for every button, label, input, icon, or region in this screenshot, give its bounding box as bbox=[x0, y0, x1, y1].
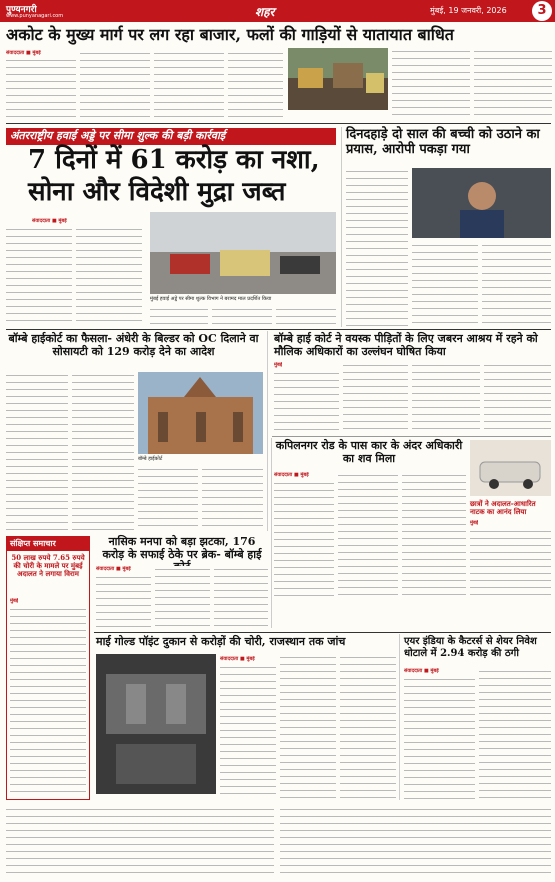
airport-caption: मुंबई हवाई अड्डे पर सीमा शुल्क विभाग ने बरामद माल प्रदर्शित किया bbox=[150, 296, 272, 302]
shop-theft-photo bbox=[96, 654, 216, 794]
divider bbox=[6, 123, 551, 124]
story2-headline-line1: 7 दिनों में 61 करोड़ का नशा, bbox=[28, 145, 320, 175]
story5-body-col1 bbox=[274, 370, 339, 434]
story9-body-col3 bbox=[214, 566, 268, 628]
divider bbox=[267, 331, 268, 531]
story5-body-col2 bbox=[343, 362, 408, 434]
divider bbox=[94, 632, 551, 633]
story5-body-col4 bbox=[484, 362, 551, 434]
story8-dateline: मुंबई bbox=[10, 598, 19, 604]
story4-body-col4 bbox=[202, 466, 263, 530]
divider bbox=[6, 329, 551, 330]
story8-body bbox=[10, 606, 86, 796]
story6-body-col1 bbox=[274, 480, 334, 600]
story4-body-col2 bbox=[72, 372, 134, 530]
story2-body-col4 bbox=[212, 306, 272, 326]
bottom-body-right bbox=[280, 806, 551, 878]
story7-headline: छात्रों ने अदालत-आधारित नाटक का आनंद लिया bbox=[470, 499, 536, 517]
accused-photo bbox=[412, 168, 551, 238]
story1-body-col4 bbox=[228, 50, 283, 121]
court-photo bbox=[138, 372, 263, 454]
story8-headline: 50 लाख रुपये 7.65 रुपये की चोरी के मामले पर मुंबई अदालत ने लगाया विराम bbox=[11, 553, 85, 579]
story3-body-col1 bbox=[346, 168, 408, 326]
story10-headline: माई गोल्ड पॉइंट दुकान से करोड़ों की चोरी, राजस्थान तक जांच bbox=[96, 635, 346, 648]
story2-headline-line2: सोना और विदेशी मुद्रा जब्त bbox=[28, 177, 286, 207]
story10-dateline: संवाददाता ■ मुंबई bbox=[220, 656, 255, 662]
story6-body-col2 bbox=[338, 472, 398, 600]
masthead-logo: पुण्यनगरी bbox=[6, 5, 37, 15]
story7-body bbox=[470, 528, 551, 600]
story5-headline: बॉम्बे हाई कोर्ट ने वयस्क पीड़ितों के लिए जबरन आश्रय में रहने को मौलिक अधिकारों का उल्लंघन घोषित किया bbox=[274, 332, 538, 358]
story1-body-col1 bbox=[6, 57, 76, 121]
story1-dateline: संवाददाता ■ मुंबई bbox=[6, 50, 41, 56]
story7-dateline: मुंबई bbox=[470, 520, 479, 526]
story5-dateline: मुंबई bbox=[274, 362, 283, 368]
story2-body-col1 bbox=[6, 226, 72, 326]
story2-body-col3 bbox=[150, 306, 208, 326]
divider bbox=[399, 634, 400, 800]
divider bbox=[271, 438, 272, 628]
story6-body-col3 bbox=[402, 472, 466, 600]
issue-date: मुंबई, 19 जनवरी, 2026 bbox=[430, 6, 507, 15]
story2-dateline: संवाददाता ■ मुंबई bbox=[32, 218, 67, 224]
story11-headline: एयर इंडिया के कैटरर्स से शेयर निवेश धोटाले में 2.94 करोड़ की ठगी bbox=[404, 636, 537, 659]
divider bbox=[272, 436, 551, 437]
divider bbox=[341, 127, 342, 327]
story2-body-col2 bbox=[76, 226, 142, 326]
story4-body-col1 bbox=[6, 372, 68, 530]
page-header-band bbox=[0, 0, 555, 22]
story1-body-col3 bbox=[154, 50, 224, 121]
story11-body-col2 bbox=[479, 668, 551, 800]
market-photo bbox=[288, 48, 388, 110]
story10-body-col1 bbox=[220, 664, 276, 800]
masthead-url: www.punyanagari.com bbox=[6, 13, 64, 19]
story1-body-col6 bbox=[474, 48, 552, 121]
story1-body-col5 bbox=[392, 48, 470, 121]
bottom-body-left bbox=[6, 806, 274, 878]
story9-dateline: संवाददाता ■ मुंबई bbox=[96, 566, 131, 572]
story9-body-col1 bbox=[96, 574, 151, 628]
airport-photo bbox=[150, 212, 336, 294]
story3-body-col3 bbox=[482, 242, 551, 326]
story2-kicker: अंतरराष्ट्रीय हवाई अड्डे पर सीमा शुल्क की बड़ी कार्रवाई bbox=[6, 128, 336, 145]
page-number: 3 bbox=[532, 1, 552, 21]
story3-body-col2 bbox=[412, 242, 478, 326]
court-caption: बॉम्बे हाईकोर्ट bbox=[138, 456, 163, 462]
story6-dateline: संवाददाता ■ मुंबई bbox=[274, 472, 309, 478]
story1-body-col2 bbox=[80, 50, 150, 121]
story2-body-col5 bbox=[276, 306, 336, 326]
story9-body-col2 bbox=[155, 566, 210, 628]
car-photo bbox=[470, 440, 551, 496]
section-title: शहर bbox=[255, 5, 275, 19]
story10-body-col2 bbox=[280, 654, 336, 800]
story1-headline: अकोट के मुख्य मार्ग पर लग रहा बाजार, फलों की गाड़ियों से यातायात बाधित bbox=[6, 25, 454, 44]
story11-dateline: संवाददाता ■ मुंबई bbox=[404, 668, 439, 674]
story11-body-col1 bbox=[404, 676, 475, 800]
story4-headline: बॉम्बे हाईकोर्ट का फैसला- अंधेरी के बिल्डर को OC दिलाने वा सोसायटी को 129 करोड़ देने का आदेश bbox=[8, 332, 259, 358]
story9-headline: नासिक मनपा को बड़ा झटका, 176 करोड़ के सफाई ठेके पर ब्रेक- बॉम्बे हाई bbox=[102, 535, 262, 561]
story3-headline: दिनदहाड़े दो साल की बच्ची को उठाने का प्रयास, आरोपी पकड़ा गया bbox=[346, 127, 540, 157]
story10-body-col3 bbox=[340, 654, 396, 800]
story6-headline: कपिलनगर रोड के पास कार के अंदर अधिकारी का शव मिला bbox=[275, 439, 463, 465]
story5-body-col3 bbox=[412, 362, 480, 434]
story4-body-col3 bbox=[138, 466, 198, 530]
brief-box-title: संक्षिप्त समाचार bbox=[6, 536, 90, 551]
